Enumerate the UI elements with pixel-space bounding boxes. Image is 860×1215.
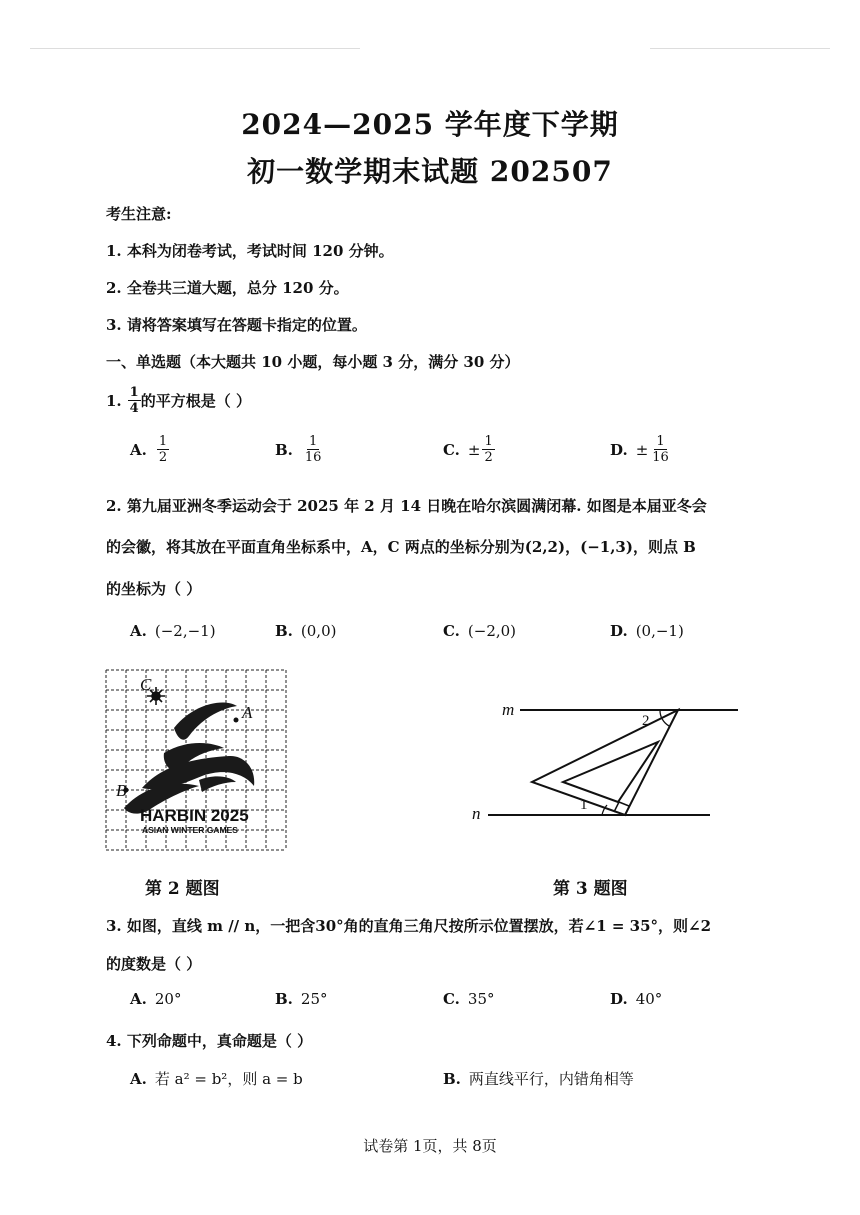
option-a: A. (−2,−1) xyxy=(130,622,216,640)
question-number: 1. xyxy=(106,391,122,410)
point-a-dot xyxy=(234,718,239,723)
option-d: D. ± $\frac{1}{16}$ xyxy=(610,434,669,465)
point-a-label: A xyxy=(242,703,253,722)
option-b: B. $\frac{1}{16}$ xyxy=(275,434,322,465)
note-item: 3. 请将答案填写在答题卡指定的位置。 xyxy=(106,316,367,334)
option-d: D. 40° xyxy=(610,990,663,1008)
question-2-line: 的坐标为（ ） xyxy=(106,580,202,598)
option-a: A. $\frac{1}{2}$ xyxy=(130,434,168,465)
fraction: $\frac{1}{4}$ xyxy=(129,385,139,416)
page-title-line1: 2024—2025 学年度下学期 xyxy=(241,108,619,141)
point-c-label: C xyxy=(140,675,152,694)
option-a: A. 20° xyxy=(130,990,182,1008)
line-m-label: m xyxy=(502,700,515,719)
figure-3-caption: 第 3 题图 xyxy=(553,879,628,899)
angle-2-label: 2 xyxy=(642,713,650,729)
option-c: C. (−2,0) xyxy=(443,622,517,640)
question-stem: 的平方根是（ ） xyxy=(140,392,251,410)
page-footer: 试卷第 1页，共 8页 xyxy=(363,1137,497,1155)
set-square-inner xyxy=(563,742,658,802)
angle-1-label: 1 xyxy=(580,797,588,813)
option-b: B. 两直线平行，内错角相等 xyxy=(443,1069,634,1088)
question-4-stem: 4. 下列命题中，真命题是（ ） xyxy=(106,1032,313,1050)
option-a: A. 若 a² = b²，则 a = b xyxy=(130,1069,303,1088)
angle-2-arc xyxy=(660,710,669,726)
question-3-line: 的度数是（ ） xyxy=(106,955,202,973)
logo-text: HARBIN 2025 xyxy=(140,806,249,825)
logo-subtext: ASIAN WINTER GAMES xyxy=(142,825,238,835)
figure-3-diagram xyxy=(470,690,750,830)
figure-2-grid xyxy=(104,668,289,853)
option-c: C. 35° xyxy=(443,990,495,1008)
line-n-label: n xyxy=(472,804,481,823)
scan-edge-mark xyxy=(650,48,830,49)
option-b: B. (0,0) xyxy=(275,622,337,640)
option-c: C. ± $\frac{1}{2}$ xyxy=(443,434,493,465)
section-heading: 一、单选题（本大题共 10 小题，每小题 3 分，满分 30 分） xyxy=(106,353,520,371)
note-item: 1. 本科为闭卷考试，考试时间 120 分钟。 xyxy=(106,242,394,260)
question-1 xyxy=(106,385,251,416)
scan-edge-mark xyxy=(30,48,360,49)
point-b-label: B xyxy=(116,781,127,800)
question-2-line: 的会徽，将其放在平面直角坐标系中，A，C 两点的坐标分别为(2,2)，(−1,3)，则点 B xyxy=(106,538,696,556)
notes-heading: 考生注意: xyxy=(106,205,172,223)
note-item: 2. 全卷共三道大题，总分 120 分。 xyxy=(106,279,349,297)
page-title-line2: 初一数学期末试题 202507 xyxy=(247,155,613,188)
question-3-line: 3. 如图，直线 m // n，一把含30°角的直角三角尺按所示位置摆放，若∠1 = 35°，则∠2 xyxy=(106,917,712,935)
option-d: D. (0,−1) xyxy=(610,622,684,640)
set-square-outer xyxy=(532,710,678,815)
option-b: B. 25° xyxy=(275,990,328,1008)
question-2-line: 2. 第九届亚洲冬季运动会于 2025 年 2 月 14 日晚在哈尔滨圆满闭幕. 如图是本届亚冬会 xyxy=(106,497,707,515)
figure-2-caption: 第 2 题图 xyxy=(145,879,220,899)
